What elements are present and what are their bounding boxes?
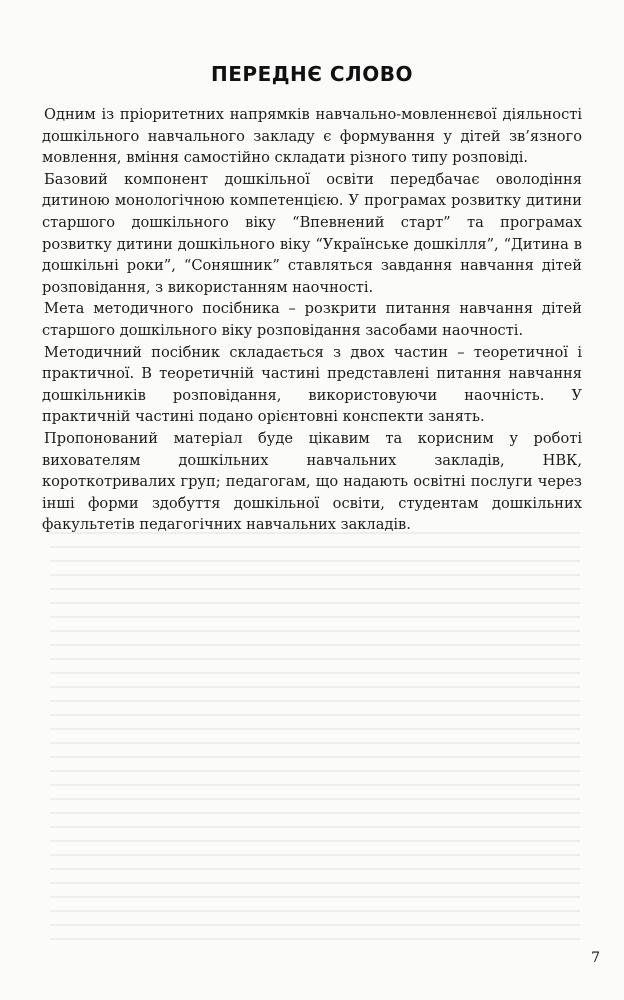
- paragraph-4: Методичний посібник складається з двох частин – теоретичної і практичної. В теоретичній частині представлені питання навчання дошкільників розповідання, використовуючи наочність. У практичній частині подано орієнтовні конспекти занять.: [42, 343, 582, 426]
- paragraph-1: Одним із пріоритетних напрямків навчально-мовленнєвої діяльності дошкільного навчального закладу є формування у дітей зв’язного мовлення, вміння самостійно складати різного типу розповіді.: [42, 106, 582, 167]
- page-content: [42, 62, 582, 536]
- paragraph-2: Базовий компонент дошкільної освіти передбачає оволодіння дитиною монологічною компетенцією. У програмах розвитку дитини старшого дошкільного віку “Впевнений старт” та програмах розвитку дитини дошкільного віку “Українське дошкілля”, “Дитина в дошкільні роки”, “Соняшник” ставляться завдання навчання дітей розповідання, з використанням наочності.: [42, 170, 582, 296]
- page-number: 7: [591, 950, 600, 966]
- paragraph-3: Мета методичного посібника – розкрити питання навчання дітей старшого дошкільного віку розповідання засобами наочності.: [42, 300, 582, 339]
- paragraph-5: Пропонований матеріал буде цікавим та корисним у роботі вихователям дошкільних навчальних закладів, НВК, короткотривалих груп; педагогам, що надають освітні послуги через інші форми здобуття дошкільної освіти, студентам дошкільних факультетів педагогічних навчальних закладів.: [42, 429, 582, 534]
- bleed-through-texture: [50, 520, 580, 950]
- page-title: ПЕРЕДНЄ СЛОВО: [211, 62, 413, 86]
